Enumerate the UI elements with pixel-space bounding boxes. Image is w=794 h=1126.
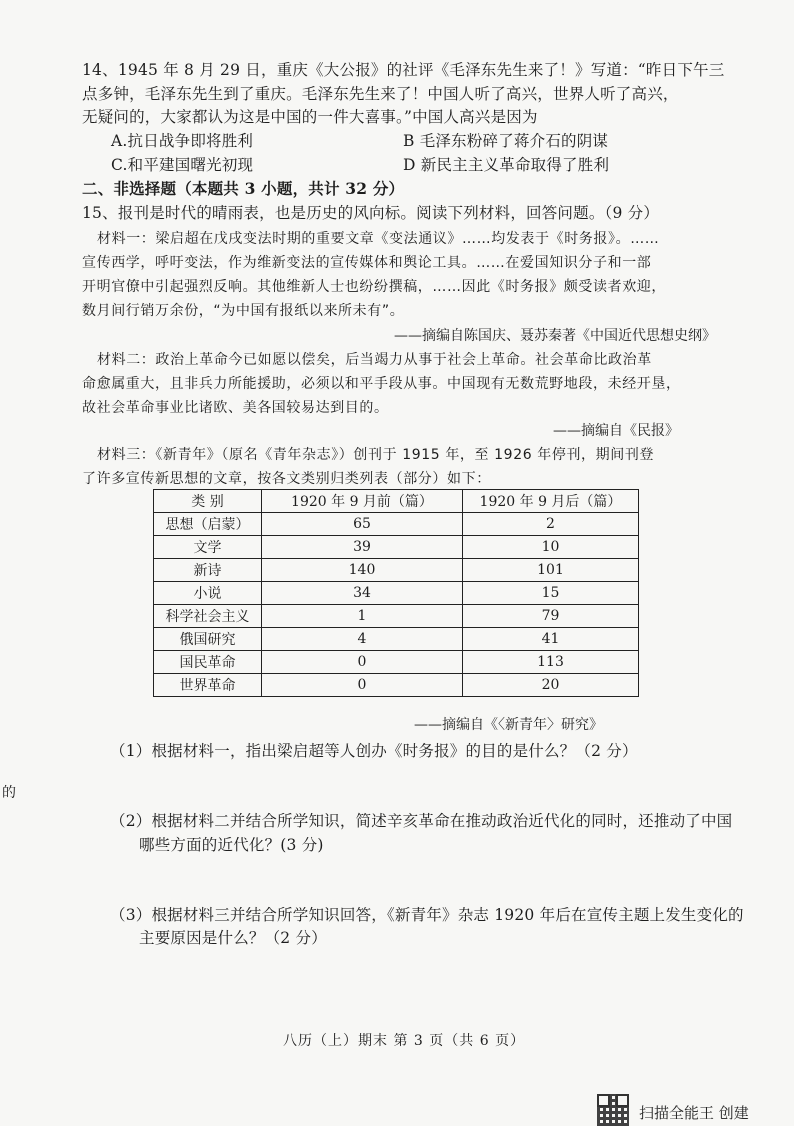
table-row bbox=[154, 559, 639, 582]
material-2-line-2: 命愈属重大，且非兵力所能援助，必须以和平手段从事。中国现有无数荒野地段，未经开垦， bbox=[82, 376, 681, 392]
table-row bbox=[154, 536, 639, 559]
table-cell-after: 10 bbox=[463, 536, 639, 559]
material-1-source: ——摘编自陈国庆、聂苏秦著《中国近代思想史纲》 bbox=[394, 328, 716, 344]
table-cell-category: 思想（启蒙） bbox=[154, 513, 262, 536]
table-header-category: 类 别 bbox=[154, 490, 262, 513]
table-cell-before: 1 bbox=[262, 605, 463, 628]
material-1-line-4: 数月间行销万余份，“为中国有报纸以来所未有”。 bbox=[82, 303, 405, 319]
table-row bbox=[154, 605, 639, 628]
table-cell-category: 小说 bbox=[154, 582, 262, 605]
material-2-source: ——摘编自《民报》 bbox=[553, 423, 679, 439]
table-cell-before: 140 bbox=[262, 559, 463, 582]
table-cell-category: 文学 bbox=[154, 536, 262, 559]
material-1-line-2: 宣传西学，呼吁变法，作为维新变法的宣传媒体和舆论工具。……在爱国知识分子和一部 bbox=[82, 255, 652, 271]
table-cell-category: 世界革命 bbox=[154, 674, 262, 697]
q14-option-d: D 新民主主义革命取得了胜利 bbox=[403, 156, 610, 174]
q14-stem-line-2: 点多钟，毛泽东先生到了重庆。毛泽东先生来了！中国人听了高兴，世界人听了高兴， bbox=[82, 85, 679, 103]
table-row bbox=[154, 582, 639, 605]
table-header-after: 1920 年 9 月后（篇） bbox=[463, 490, 639, 513]
sub-question-1: （1）根据材料一，指出梁启超等人创办《时务报》的目的是什么？（2 分） bbox=[110, 742, 638, 760]
table-row bbox=[154, 628, 639, 651]
table-cell-before: 0 bbox=[262, 674, 463, 697]
q14-option-b: B 毛泽东粉碎了蒋介石的阴谋 bbox=[403, 132, 609, 150]
material-3-line-2: 了许多宣传新思想的文章，按各文类别归类列表（部分）如下： bbox=[82, 471, 491, 487]
table-cell-before: 65 bbox=[262, 513, 463, 536]
q14-option-c: C.和平建国曙光初现 bbox=[111, 156, 254, 174]
qr-code-icon bbox=[597, 1094, 629, 1126]
table-cell-after: 113 bbox=[463, 651, 639, 674]
table-cell-after: 79 bbox=[463, 605, 639, 628]
table-header-before: 1920 年 9 月前（篇） bbox=[262, 490, 463, 513]
material-1-line-1: 材料一：梁启超在戊戌变法时期的重要文章《变法通议》……均发表于《时务报》。…… bbox=[97, 231, 660, 247]
table-cell-before: 34 bbox=[262, 582, 463, 605]
material-2-line-1: 材料二：政治上革命今已如愿以偿矣，后当竭力从事于社会上革命。社会革命比政治革 bbox=[97, 352, 652, 368]
margin-char: 的 bbox=[2, 785, 17, 801]
table-cell-category: 科学社会主义 bbox=[154, 605, 262, 628]
table-cell-before: 0 bbox=[262, 651, 463, 674]
table-cell-before: 4 bbox=[262, 628, 463, 651]
q14-option-a: A.抗日战争即将胜利 bbox=[111, 132, 254, 150]
table-cell-after: 15 bbox=[463, 582, 639, 605]
table-header-row bbox=[154, 490, 639, 513]
q15-intro: 15、报刊是时代的晴雨表，也是历史的风向标。阅读下列材料，回答问题。（9 分） bbox=[82, 204, 660, 222]
table-cell-category: 新诗 bbox=[154, 559, 262, 582]
article-category-table bbox=[153, 489, 639, 697]
material-2-line-3: 故社会革命事业比诸欧、美各国较易达到目的。 bbox=[82, 400, 389, 416]
q14-stem-line-1: 14、1945 年 8 月 29 日，重庆《大公报》的社评《毛泽东先生来了！》写道：“昨日下午三 bbox=[82, 61, 725, 79]
table-cell-after: 20 bbox=[463, 674, 639, 697]
table-cell-after: 41 bbox=[463, 628, 639, 651]
q14-stem-line-3: 无疑问的，大家都认为这是中国的一件大喜事。”中国人高兴是因为 bbox=[82, 108, 538, 126]
table-cell-after: 101 bbox=[463, 559, 639, 582]
table-cell-after: 2 bbox=[463, 513, 639, 536]
material-1-line-3: 开明官僚中引起强烈反响。其他维新人士也纷纷撰稿，……因此《时务报》颇受读者欢迎， bbox=[82, 279, 666, 295]
material-3-source: ——摘编自《〈新青年〉研究》 bbox=[414, 717, 603, 733]
sub-question-3-line-1: （3）根据材料三并结合所学知识回答，《新青年》杂志 1920 年后在宣传主题上发生变化的 bbox=[110, 906, 744, 924]
sub-question-3-line-2: 主要原因是什么？（2 分） bbox=[139, 929, 327, 947]
table-cell-before: 39 bbox=[262, 536, 463, 559]
scanner-watermark: 扫描全能王 创建 bbox=[639, 1104, 749, 1122]
section-heading: 二、非选择题（本题共 3 小题，共计 32 分） bbox=[82, 179, 405, 198]
table-cell-category: 国民革命 bbox=[154, 651, 262, 674]
table-row bbox=[154, 513, 639, 536]
table-row bbox=[154, 651, 639, 674]
sub-question-2-line-1: （2）根据材料二并结合所学知识，简述辛亥革命在推动政治近代化的同时，还推动了中国 bbox=[110, 812, 733, 830]
material-3-line-1: 材料三：《新青年》（原名《青年杂志》）创刊于 1915 年，至 1926 年停刊，期间刊登 bbox=[97, 447, 655, 463]
page-footer: 八历（上）期末 第 3 页（共 6 页） bbox=[283, 1033, 526, 1049]
sub-question-2-line-2: 哪些方面的近代化？(3 分) bbox=[139, 836, 324, 854]
table-cell-category: 俄国研究 bbox=[154, 628, 262, 651]
table-row bbox=[154, 674, 639, 697]
